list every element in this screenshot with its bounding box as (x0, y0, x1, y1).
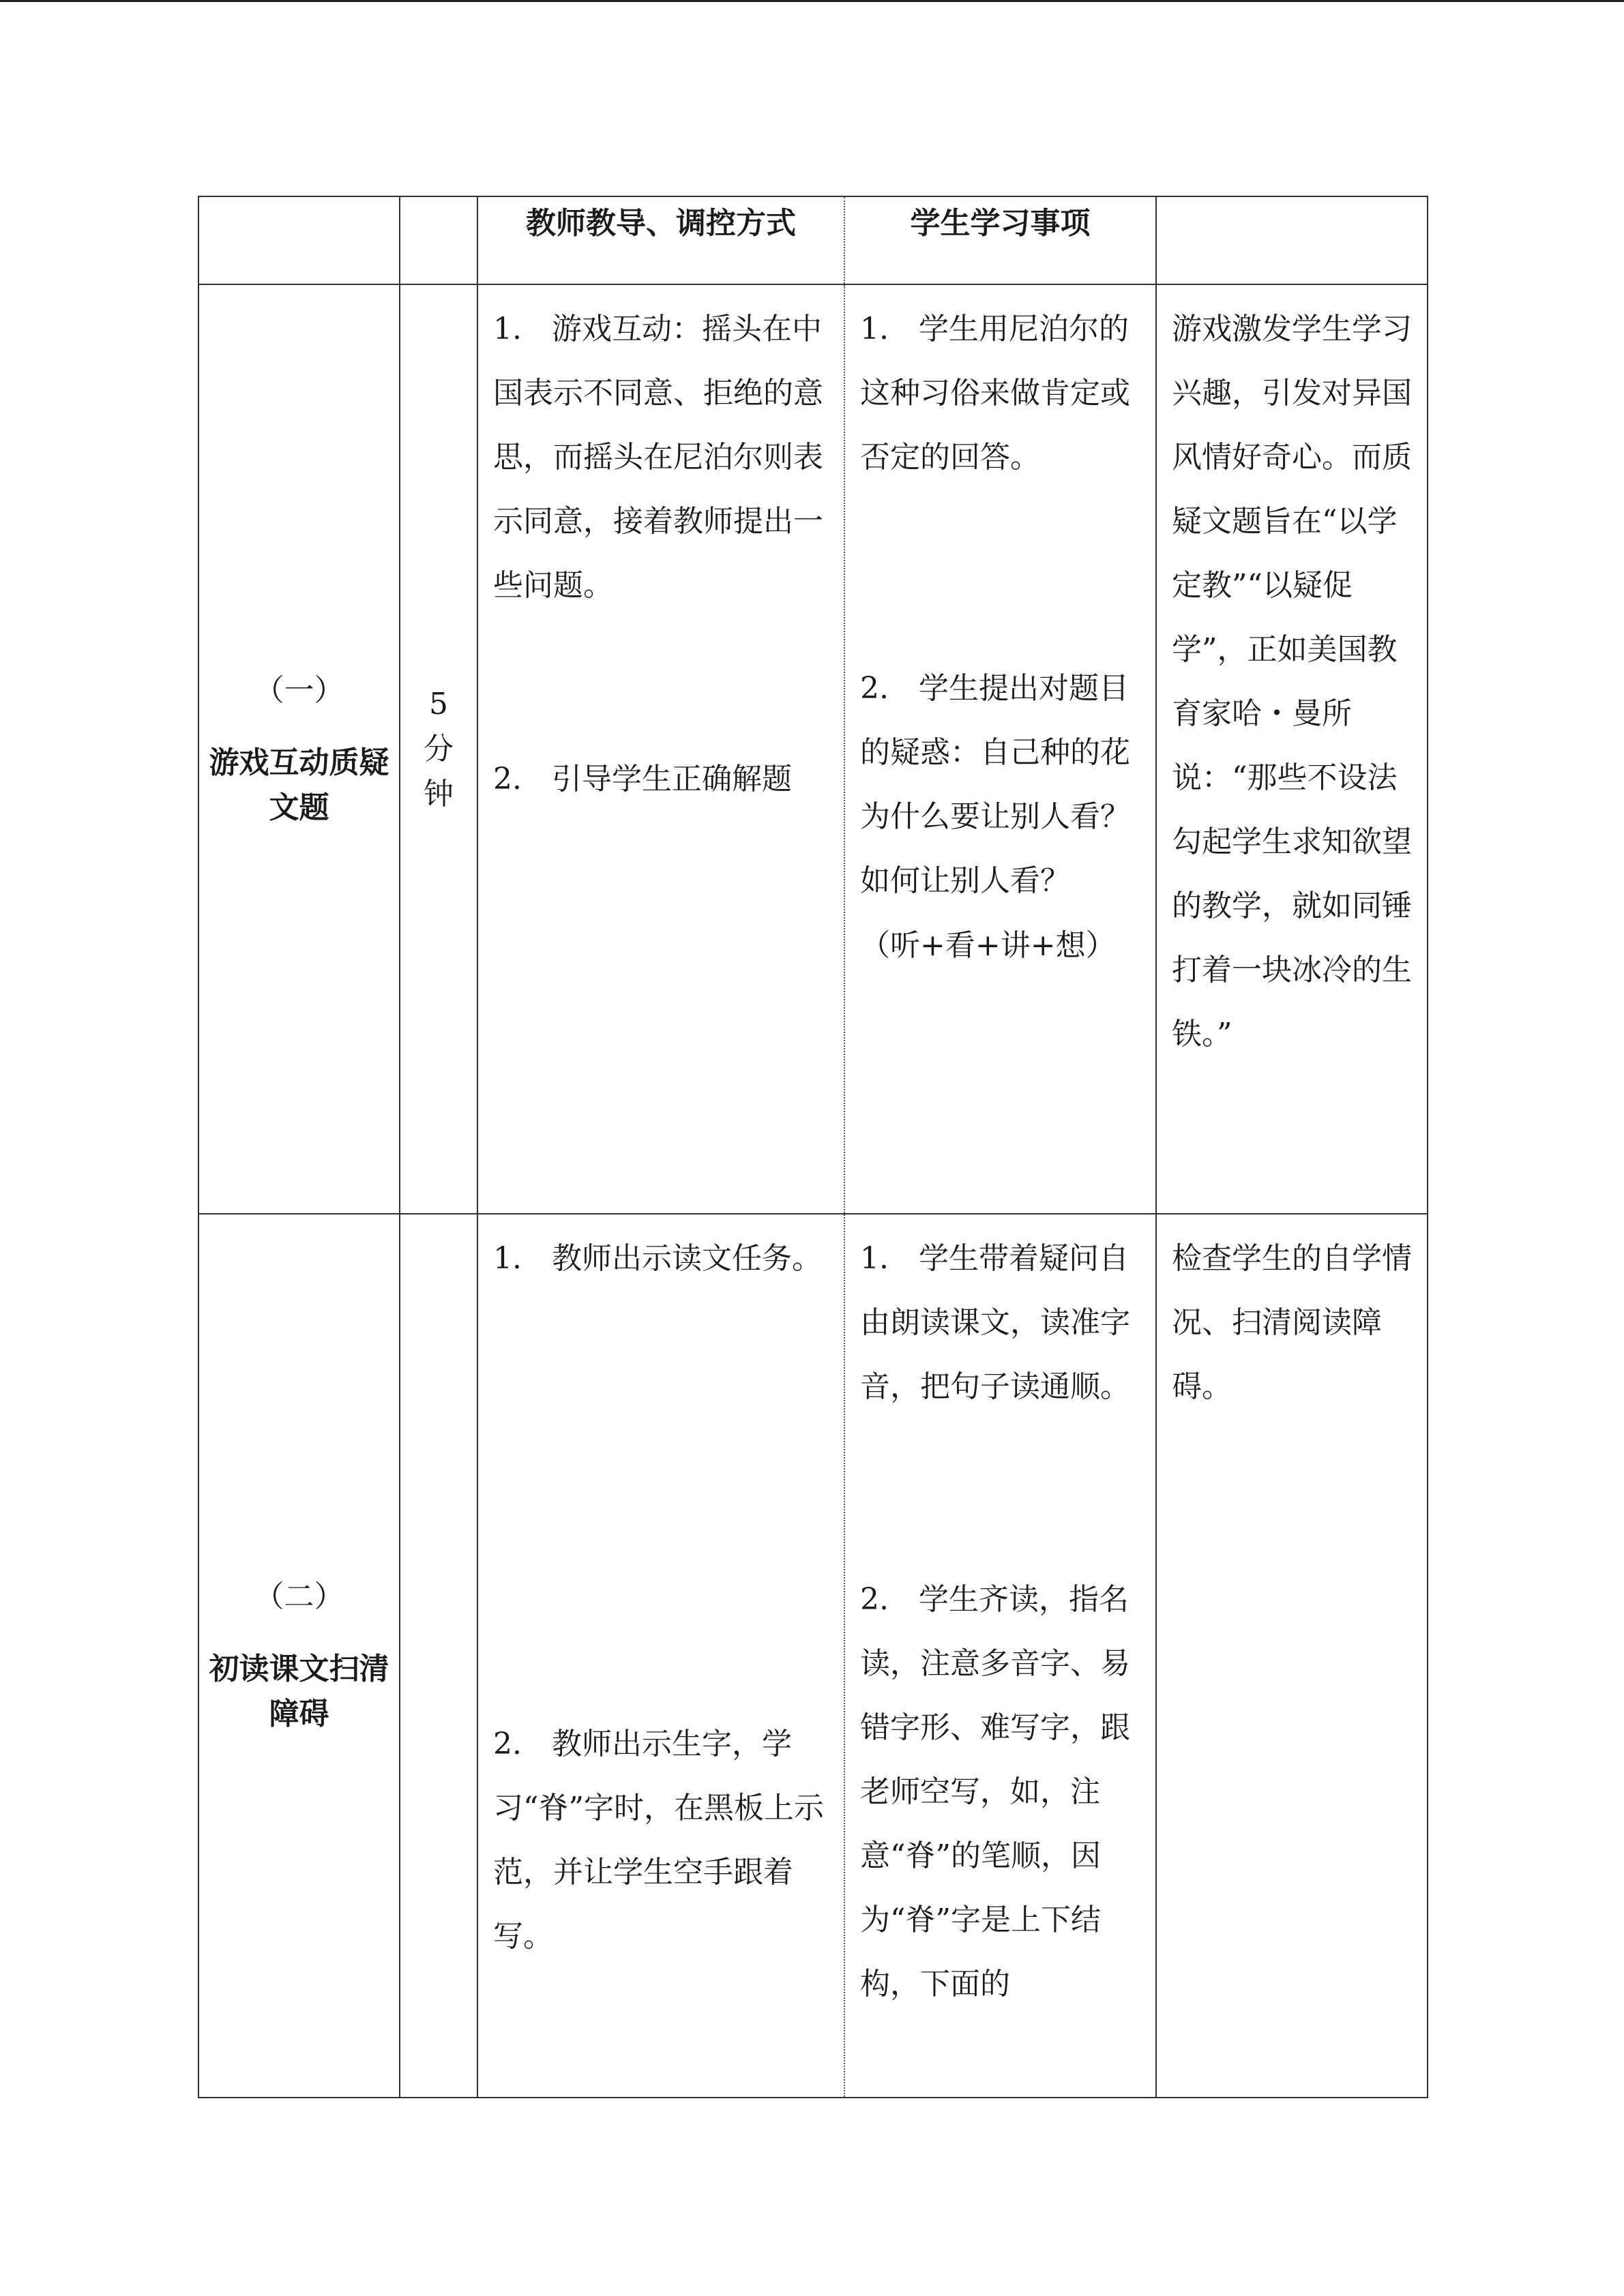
stage-title: 游戏互动质疑文题 (209, 745, 389, 825)
stage-cell (198, 284, 400, 1214)
stage-number: （一） (254, 672, 344, 708)
time-cell (400, 284, 477, 1214)
student-cell (844, 284, 1156, 1214)
purpose-cell (1156, 1214, 1428, 2098)
student-step-1: 1. 学生带着疑问自由朗读课文，读准字音，把句子读通顺。 (860, 1241, 1130, 1404)
teacher-cell (477, 1214, 844, 2098)
student-step-1: 1. 学生用尼泊尔的这种习俗来做肯定或否定的回答。 (860, 312, 1130, 475)
teacher-cell (477, 284, 844, 1214)
page-top-border (0, 0, 1624, 2)
student-note: （听+看+讲+想） (860, 928, 1116, 963)
table-row (198, 284, 1428, 1214)
teacher-step-2: 2. 引导学生正确解题 (493, 762, 792, 796)
student-step-2: 2. 学生齐读，指名读，注意多音字、易错字形、难写字，跟老师空写，如，注意“脊”的笔顺，因为“脊”字是上下结构，下面的 (860, 1582, 1130, 2001)
purpose-text: 游戏激发学生学习兴趣，引发对异国风情好奇心。而质疑文题旨在“以学定教”“以疑促学”，正如美国教育家哈・曼所说：“那些不设法勾起学生求知欲望的教学，就如同锤打着一块冰冷的生铁。” (1172, 312, 1412, 1052)
purpose-cell (1156, 284, 1428, 1214)
header-row (198, 196, 1428, 284)
header-teacher-cell: 教师教导、调控方式 (477, 196, 844, 284)
teacher-step-2: 2. 教师出示生字，学习“脊”字时，在黑板上示范，并让学生空手跟着写。 (493, 1727, 824, 1954)
header-purpose-cell (1156, 196, 1428, 284)
time-value: 5 (429, 686, 448, 721)
time-unit-1: 分 (424, 731, 454, 766)
header-student-cell: 学生学习事项 (844, 196, 1156, 284)
lesson-plan-table (198, 196, 1428, 2098)
time-cell (400, 1214, 477, 2098)
purpose-text: 检查学生的自学情况、扫清阅读障碍。 (1172, 1241, 1412, 1404)
teacher-step-1: 1. 游戏互动：摇头在中国表示不同意、拒绝的意思，而摇头在尼泊尔则表示同意，接着教师提出一些问题。 (493, 312, 823, 603)
teacher-step-1: 1. 教师出示读文任务。 (493, 1241, 822, 1276)
student-step-2: 2. 学生提出对题目的疑惑：自己种的花为什么要让别人看？如何让别人看？ (860, 671, 1130, 898)
time-unit-2: 钟 (424, 776, 454, 811)
table-row (198, 1214, 1428, 2098)
stage-number: （二） (254, 1579, 344, 1614)
header-time-cell (400, 196, 477, 284)
stage-cell (198, 1214, 400, 2098)
stage-title: 初读课文扫清障碍 (209, 1652, 389, 1731)
header-stage-cell (198, 196, 400, 284)
student-cell (844, 1214, 1156, 2098)
